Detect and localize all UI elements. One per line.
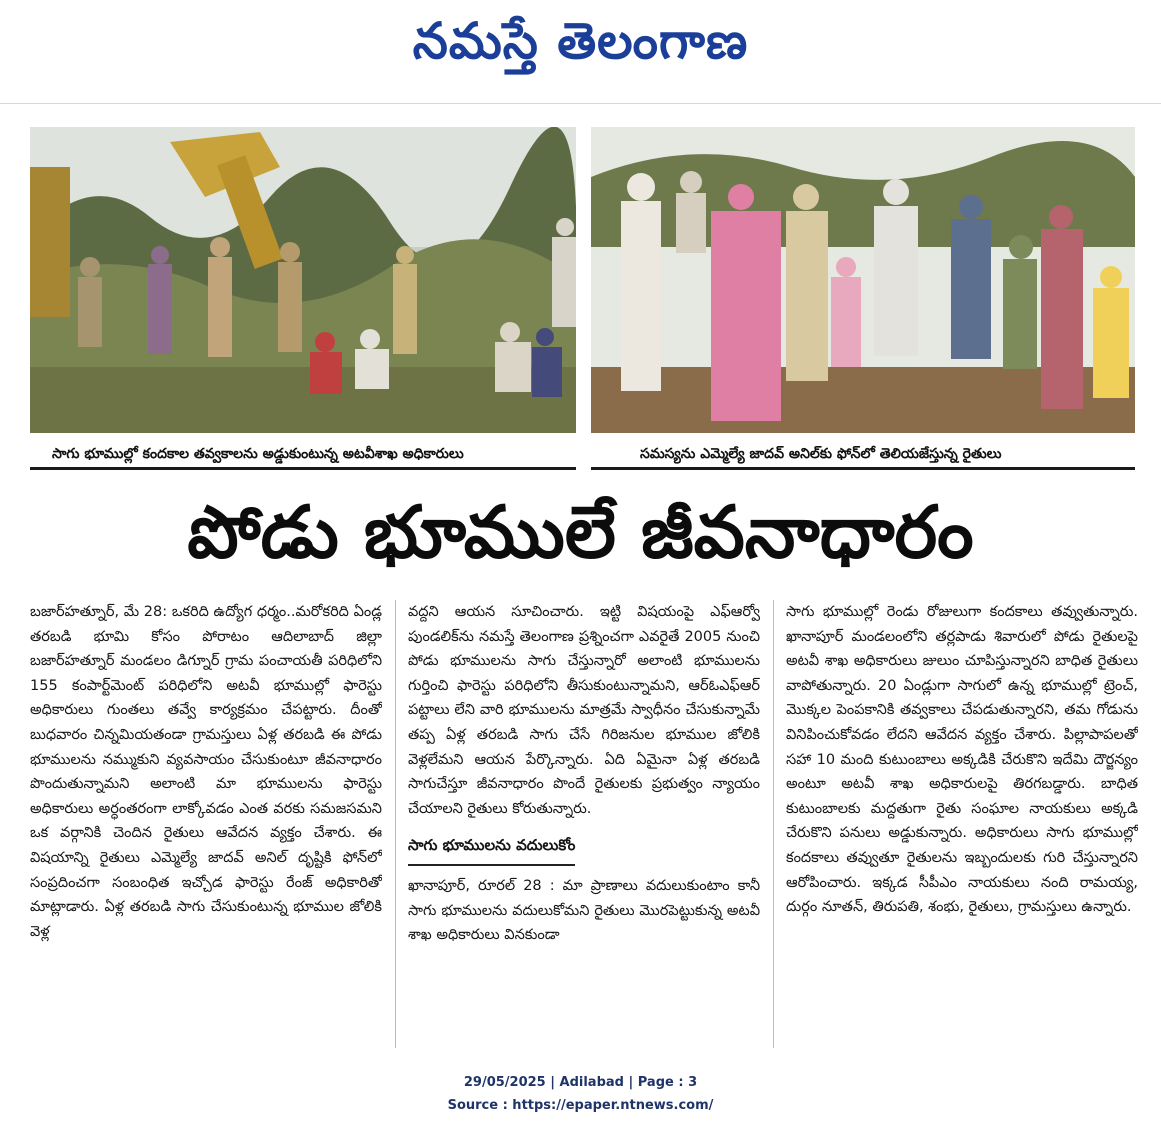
photo-caption-left: సాగు భూముల్లో కందకాల తవ్వకాలను అడ్డుకుంటున్న అటవీశాఖ అధికారులు	[52, 446, 464, 462]
column-divider	[773, 600, 774, 1048]
photo-forest-officials-image	[30, 127, 576, 433]
column-divider	[395, 600, 396, 1048]
caption-rule-left	[30, 467, 576, 470]
article-column-3	[786, 600, 1138, 1048]
article-column-2-text-b: ఖానాపూర్, రూరల్ 28 : మా ప్రాణాలు వదులుకుంటాం కానీ సాగు భూములను వదులుకోమని రైతులు మొరపెట్టుకున్న అటవీ శాఖ అధికారులు వినకుండా	[408, 877, 760, 944]
photo-forest-officials	[30, 127, 576, 433]
article-column-1-text: బజార్‌హత్నూర్, మే 28: ఒకరిది ఉద్యోగ ధర్మం..మరోకరిది ఏండ్ల తరబడి భూమి కోసం పోరాటం ఆదిలాబాద్ జిల్లా బజార్‌హత్నూర్ మండలం డిగ్నూర్ గ్రామ పంచాయతీ పరిధిలోని 155 కంపార్ట్‌మెంట్ పరిధిలోని అటవీ భూముల్లో ఫారెస్టు అధికారులు గుంతలు తవ్వే కార్యక్రమం చేపట్టారు. దీంతో బుధవారం చిన్నమియతండా గ్రామస్తులు ఏళ్ల తరబడి ఈ పోడు భూములను నమ్ముకుని వ్యవసాయం చేసుకుంటూ జీవనాధారం పొందుతున్నామని అలాంటి మా భూములను ఫారెస్టు అధికారులు అర్ధంతరంగా లాక్కోవడం ఎంత వరకు సమజసమని ఒక వర్గానికి చెందిన రైతులు ఆవేదన వ్యక్తం చేశారు. ఈ విషయాన్ని రైతులు ఎమ్మెల్యే జాదవ్ అనిల్ దృష్టికి ఫోన్‌లో సంప్రదించగా సంబంధిత ఇచ్చోడ ఫారెస్టు రేంజ్ అధికారితో మాట్లాడారు. ఏళ్ల తరబడి సాగు చేసుకుంటున్న భూముల జోలికి వెళ్ల	[30, 604, 382, 940]
masthead	[0, 0, 1161, 104]
photo-farmers-phone	[591, 127, 1135, 433]
article-column-2	[408, 600, 760, 1048]
photo-caption-right: సమస్యను ఎమ్మెల్యే జాదవ్ అనిల్‌కు ఫోన్‌లో తెలియజేస్తున్న రైతులు	[640, 446, 1002, 462]
article-column-3-text: సాగు భూముల్లో రెండు రోజులుగా కందకాలు తవ్వుతున్నారు. ఖానాపూర్ మండలంలోని తర్లపాడు శివారులో పోడు రైతులపై అటవీ శాఖ అధికారులు జులుం చూపిస్తున్నారని బాధిత రైతులు వాపోతున్నారు. 20 ఏండ్లుగా సాగులో ఉన్న భూముల్లో ట్రెంచ్, మొక్కల పెంపకానికి తవ్వకాలు చేపడుతున్నారని, తమ గోడును వినిపించుకోవడం లేదని ఆవేదన వ్యక్తం చేశారు. పిల్లాపాపలతో సహా 10 మంది కుటుంబాలు అక్కడికి చేరుకొని ఇదేమి దౌర్జన్యం అంటూ అటవీ శాఖ అధికారులపై తిరగబడ్డారు. బాధిత కుటుంబాలకు మద్దతుగా రైతు సంఘాల నాయకులు అక్కడి చేరుకొని పనులు అడ్డుకున్నారు. అధికారులు సాగు భూముల్లో కందకాలు తవ్వుతూ రైతులను ఇబ్బందులకు గురి చేస్తున్నారని ఆరోపించారు. ఇక్కడ సీపీఎం నాయకులు నంది రామయ్య, దుర్గం నూతన్, తిరుపతి, శంభు, రైతులు, గ్రామస్తులు ఉన్నారు.	[786, 604, 1138, 916]
caption-rule-right	[591, 467, 1135, 470]
article-headline: పోడు భూములే జీవనాధారం	[187, 490, 974, 574]
footer-source: Source : https://epaper.ntnews.com/	[447, 1098, 714, 1113]
article-column-1	[30, 600, 382, 1048]
newspaper-logo: నమస్తే తెలంగాణ	[412, 12, 749, 70]
article-subheading: సాగు భూములను వదులుకోం	[408, 829, 575, 866]
article-column-2-text: వద్దని ఆయన సూచించారు. ఇట్టి విషయంపై ఎఫ్ఆర్వో పుండలిక్‌ను నమస్తే తెలంగాణ ప్రశ్నించగా ఎవరైతే 2005 నుంచి పోడు భూములను సాగు చేస్తున్నారో అలాంటి భూములను గుర్తించి ఫారెస్టు పరిధిలోని తీసుకుంటున్నామని, ఆర్‌ఓఎఫ్ఆర్ పట్టాలు లేని వారి భూములను మాత్రమే స్వాధీనం చేసుకున్నామే తప్ప ఏళ్ల తరబడి సాగు చేసే గిరిజనుల భూముల జోలికి వెళ్లలేమని ఆయన పేర్కొన్నారు. ఏది ఏమైనా ఏళ్ల తరబడి సాగుచేస్తూ జీవనాధారం పొందే రైతులకు ప్రభుత్వం న్యాయం చేయాలని రైతులు కోరుతున్నారు.	[408, 604, 760, 817]
footer-edition-info: 29/05/2025 | Adilabad | Page : 3	[463, 1075, 698, 1090]
page-footer	[0, 1071, 1161, 1117]
photo-farmers-phone-image	[591, 127, 1135, 433]
